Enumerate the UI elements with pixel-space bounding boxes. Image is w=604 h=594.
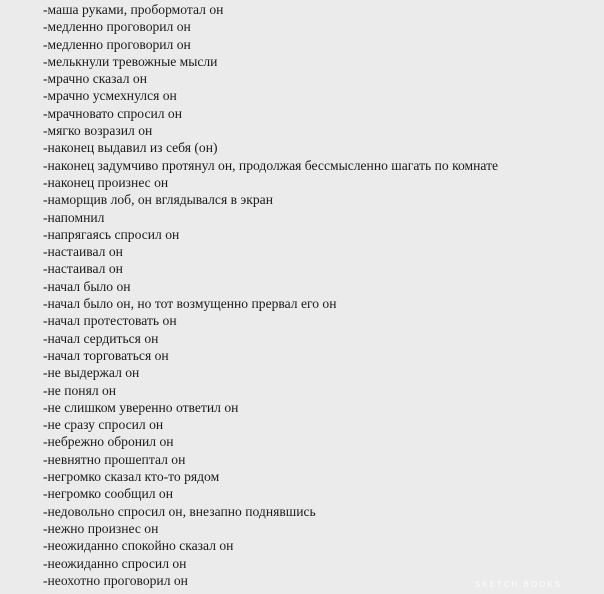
list-item: -неохотно проговорил он [43,572,188,588]
list-item: -настаивал он [43,261,123,277]
list-item: -настаивал он [43,244,123,260]
list-item: -негромко сказал кто-то рядом [43,469,220,485]
list-item: -невнятно прошептал он [43,451,186,467]
list-item: -начал сердиться он [43,330,159,346]
list-item: -негромко сообщил он [43,486,173,502]
list-item: -не сразу спросил он [43,417,164,433]
list-item: -наморщив лоб, он вглядывался в экран [43,192,273,208]
list-item: -наконец задумчиво протянул он, продолжая бессмысленно шагать по комнате [43,157,499,173]
list-item: -начал торговаться он [43,347,169,363]
list-item: -мрачно сказал он [43,71,147,87]
list-item: -мягко возразил он [43,123,153,139]
list-item: -начал было он [43,278,131,294]
list-item: -не выдержал он [43,365,140,381]
list-item: -маша руками, пробормотал он [43,2,224,17]
list-item: -напрягаясь спросил он [43,226,180,242]
list-item: -медленно проговорил он [43,19,191,35]
list-item: -мрачновато спросил он [43,105,183,121]
list-item: -неожиданно спокойно сказал он [43,538,234,554]
list-item: -не слишком уверенно ответил он [43,399,239,415]
list-item: -нежно произнес он [43,520,159,536]
list-item: -начал протестовать он [43,313,177,329]
list-item: -медленно проговорил он [43,36,191,52]
list-item: -недовольно спросил он, внезапно поднявшись [43,503,316,519]
list-item: -начал было он, но тот возмущенно прервал его он [43,296,337,312]
list-item: -мрачно усмехнулся он [43,88,177,104]
dialogue-tag-list [43,1,498,589]
list-item: -напомнил [43,209,105,225]
list-item: -небрежно обронил он [43,434,174,450]
watermark: SKETCH.BOOKS [474,580,562,589]
list-item: -наконец произнес он [43,174,169,190]
list-item: -наконец выдавил из себя (он) [43,140,218,156]
list-item: -не понял он [43,382,117,398]
list-item: -неожиданно спросил он [43,555,187,571]
list-item: -мелькнули тревожные мысли [43,53,218,69]
